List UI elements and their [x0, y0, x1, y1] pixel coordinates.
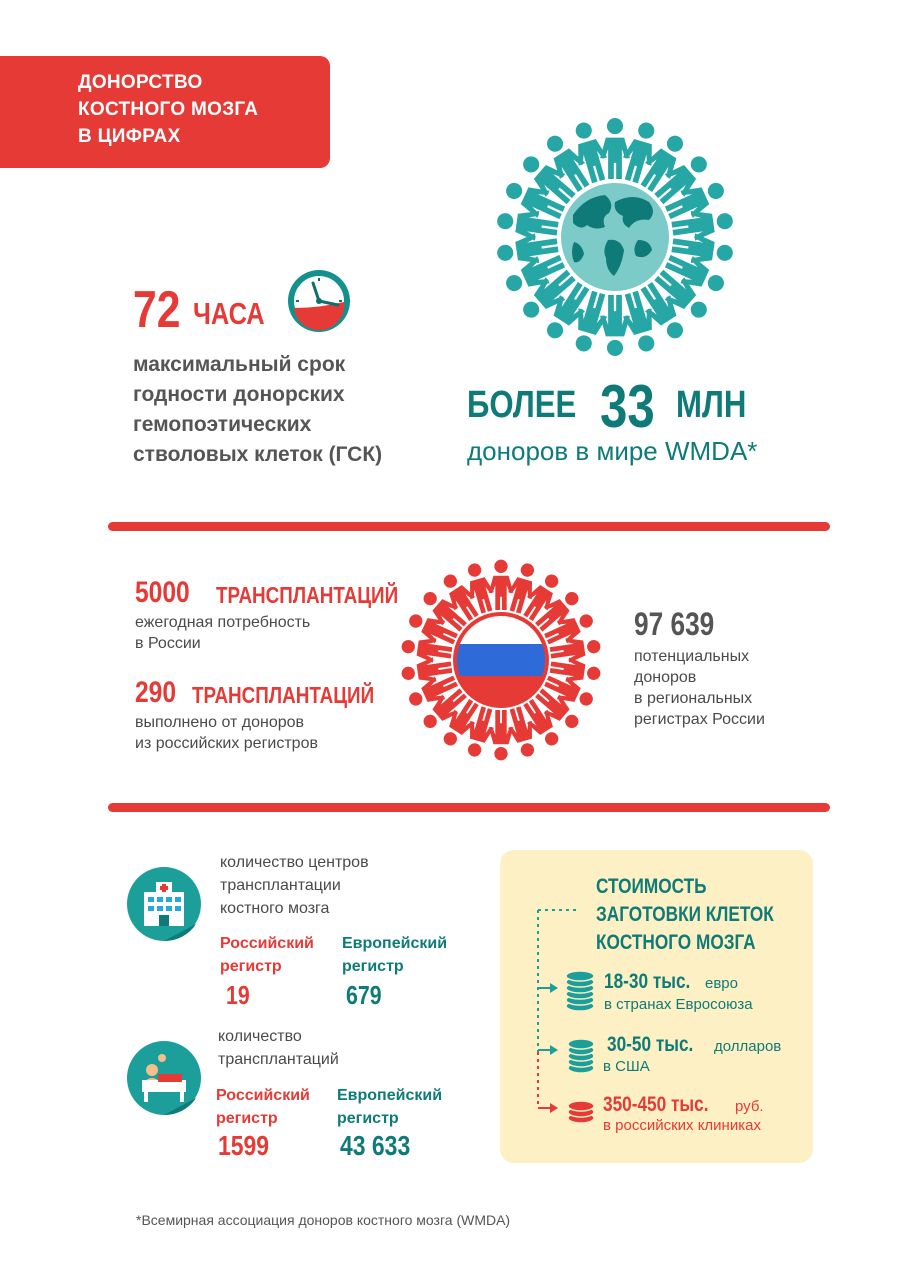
coins-icon	[566, 1036, 596, 1074]
cost-title-2: ЗАГОТОВКИ КЛЕТОК	[596, 903, 774, 926]
done-description	[135, 712, 318, 754]
transplants-ru-value-wrap	[218, 1130, 280, 1162]
world-donors-headline	[467, 384, 600, 444]
header-banner	[0, 56, 330, 168]
need-description	[135, 612, 310, 654]
shelf-life-description	[133, 350, 382, 470]
cost-eu-value: 18-30 тыс.	[604, 970, 691, 993]
transplants-eu-value: 43 633	[340, 1130, 411, 1161]
transplants-ru-label	[216, 1084, 310, 1130]
world-donors-number-wrap	[600, 372, 667, 441]
shelf-life-unit: ЧАСА	[193, 296, 265, 331]
transplants-eu-label	[337, 1084, 442, 1130]
potential-desc-4: регистрах России	[634, 711, 765, 728]
potential-desc-3: в региональных	[634, 690, 753, 707]
cost-eu-unit: евро	[705, 975, 738, 992]
world-donors-unit: МЛН	[676, 384, 747, 426]
need-number: 5000	[135, 576, 190, 609]
section-divider-2	[108, 803, 830, 812]
clock-icon	[286, 268, 352, 334]
done-number: 290	[135, 676, 177, 709]
cost-title-1: СТОИМОСТЬ	[596, 875, 707, 898]
header-line-2: КОСТНОГО МОЗГА	[78, 99, 259, 120]
done-desc-1: выполнено от доноров	[135, 714, 305, 731]
cost-item-ru	[603, 1093, 732, 1117]
centers-ru-label-2: регистр	[220, 958, 282, 975]
centers-eu-label-2: регистр	[342, 958, 404, 975]
centers-title	[220, 851, 369, 920]
coins-icon	[566, 1098, 596, 1126]
header-line-1: ДОНОРСТВО	[78, 72, 203, 93]
world-donors-number: 33	[600, 373, 655, 440]
centers-ru-value: 19	[226, 980, 250, 1010]
transplants-title-2: трансплантаций	[218, 1051, 339, 1068]
centers-eu-value: 679	[346, 980, 382, 1010]
need-desc-2: в России	[135, 635, 201, 652]
hospital-icon	[126, 866, 202, 942]
russia-flag-people-ring-icon	[396, 555, 606, 765]
cost-ru-where: в российских клиниках	[603, 1117, 761, 1134]
cost-us-where: в США	[603, 1058, 650, 1075]
centers-title-1: количество центров	[220, 854, 369, 871]
person-figure-icon	[489, 710, 514, 760]
cost-us-value: 30-50 тыс.	[607, 1033, 694, 1056]
shelf-life-desc-1: максимальный срок	[133, 353, 346, 376]
cost-item-eu	[604, 970, 709, 994]
need-unit: ТРАНСПЛАНТАЦИЙ	[216, 582, 399, 608]
centers-title-2: трансплантации	[220, 877, 341, 894]
done-unit: ТРАНСПЛАНТАЦИЙ	[192, 682, 375, 708]
done-desc-2: из российских регистров	[135, 735, 318, 752]
centers-title-3: костного мозга	[220, 900, 330, 917]
centers-eu-value-wrap	[346, 980, 389, 1011]
transplants-title	[218, 1025, 339, 1071]
header-line-3: В ЦИФРАХ	[78, 126, 181, 147]
shelf-life-unit-wrap	[193, 296, 280, 332]
shelf-life-desc-4: стволовых клеток (ГСК)	[133, 443, 383, 466]
patient-bed-icon	[126, 1040, 202, 1116]
cost-title-3: КОСТНОГО МОЗГА	[596, 931, 756, 954]
potential-description	[634, 646, 765, 730]
coins-icon	[564, 968, 596, 1012]
globe-people-ring-icon	[490, 112, 740, 362]
centers-eu-label-1: Европейский	[342, 935, 448, 952]
transplants-eu-value-wrap	[340, 1130, 426, 1162]
cost-us-unit: долларов	[714, 1038, 782, 1055]
centers-ru-value-wrap	[226, 980, 255, 1011]
done-unit-wrap	[192, 682, 414, 709]
potential-desc-1: потенциальных	[634, 648, 750, 665]
transplants-ru-label-2: регистр	[216, 1110, 278, 1127]
transplants-ru-label-1: Российский	[216, 1087, 310, 1104]
shelf-life-headline	[133, 280, 191, 340]
footnote: *Всемирная ассоциация доноров костного мозга (WMDA)	[136, 1212, 511, 1228]
centers-eu-label	[342, 932, 447, 978]
shelf-life-desc-3: гемопоэтических	[133, 413, 312, 436]
potential-number: 97 639	[634, 606, 715, 642]
cost-ru-value: 350-450 тыс.	[603, 1093, 709, 1116]
need-desc-1: ежегодная потребность	[135, 614, 311, 631]
cost-connector-lines	[530, 900, 580, 1125]
transplants-title-1: количество	[218, 1028, 302, 1045]
transplants-ru-value: 1599	[218, 1130, 270, 1161]
centers-ru-label	[220, 932, 314, 978]
done-headline	[135, 676, 185, 710]
transplants-eu-label-1: Европейский	[337, 1087, 443, 1104]
centers-ru-label-1: Российский	[220, 935, 314, 952]
potential-desc-2: доноров	[634, 669, 697, 686]
need-headline	[135, 576, 202, 610]
cost-ru-unit: руб.	[735, 1098, 764, 1115]
cost-title	[596, 874, 813, 958]
potential-headline	[634, 606, 732, 643]
shelf-life-number: 72	[133, 281, 181, 339]
shelf-life-desc-2: годности донорских	[133, 383, 345, 406]
person-figure-icon	[489, 560, 514, 610]
transplants-eu-label-2: регистр	[337, 1110, 399, 1127]
person-figure-icon	[600, 118, 630, 179]
cost-eu-where: в странах Евросоюза	[604, 996, 753, 1013]
cost-item-us	[607, 1033, 712, 1057]
person-figure-icon	[600, 295, 630, 356]
world-donors-unit-wrap	[676, 384, 762, 427]
world-donors-prefix: БОЛЕЕ	[467, 384, 577, 426]
world-donors-desc: доноров в мире WMDA*	[467, 436, 758, 466]
section-divider-1	[108, 522, 830, 531]
